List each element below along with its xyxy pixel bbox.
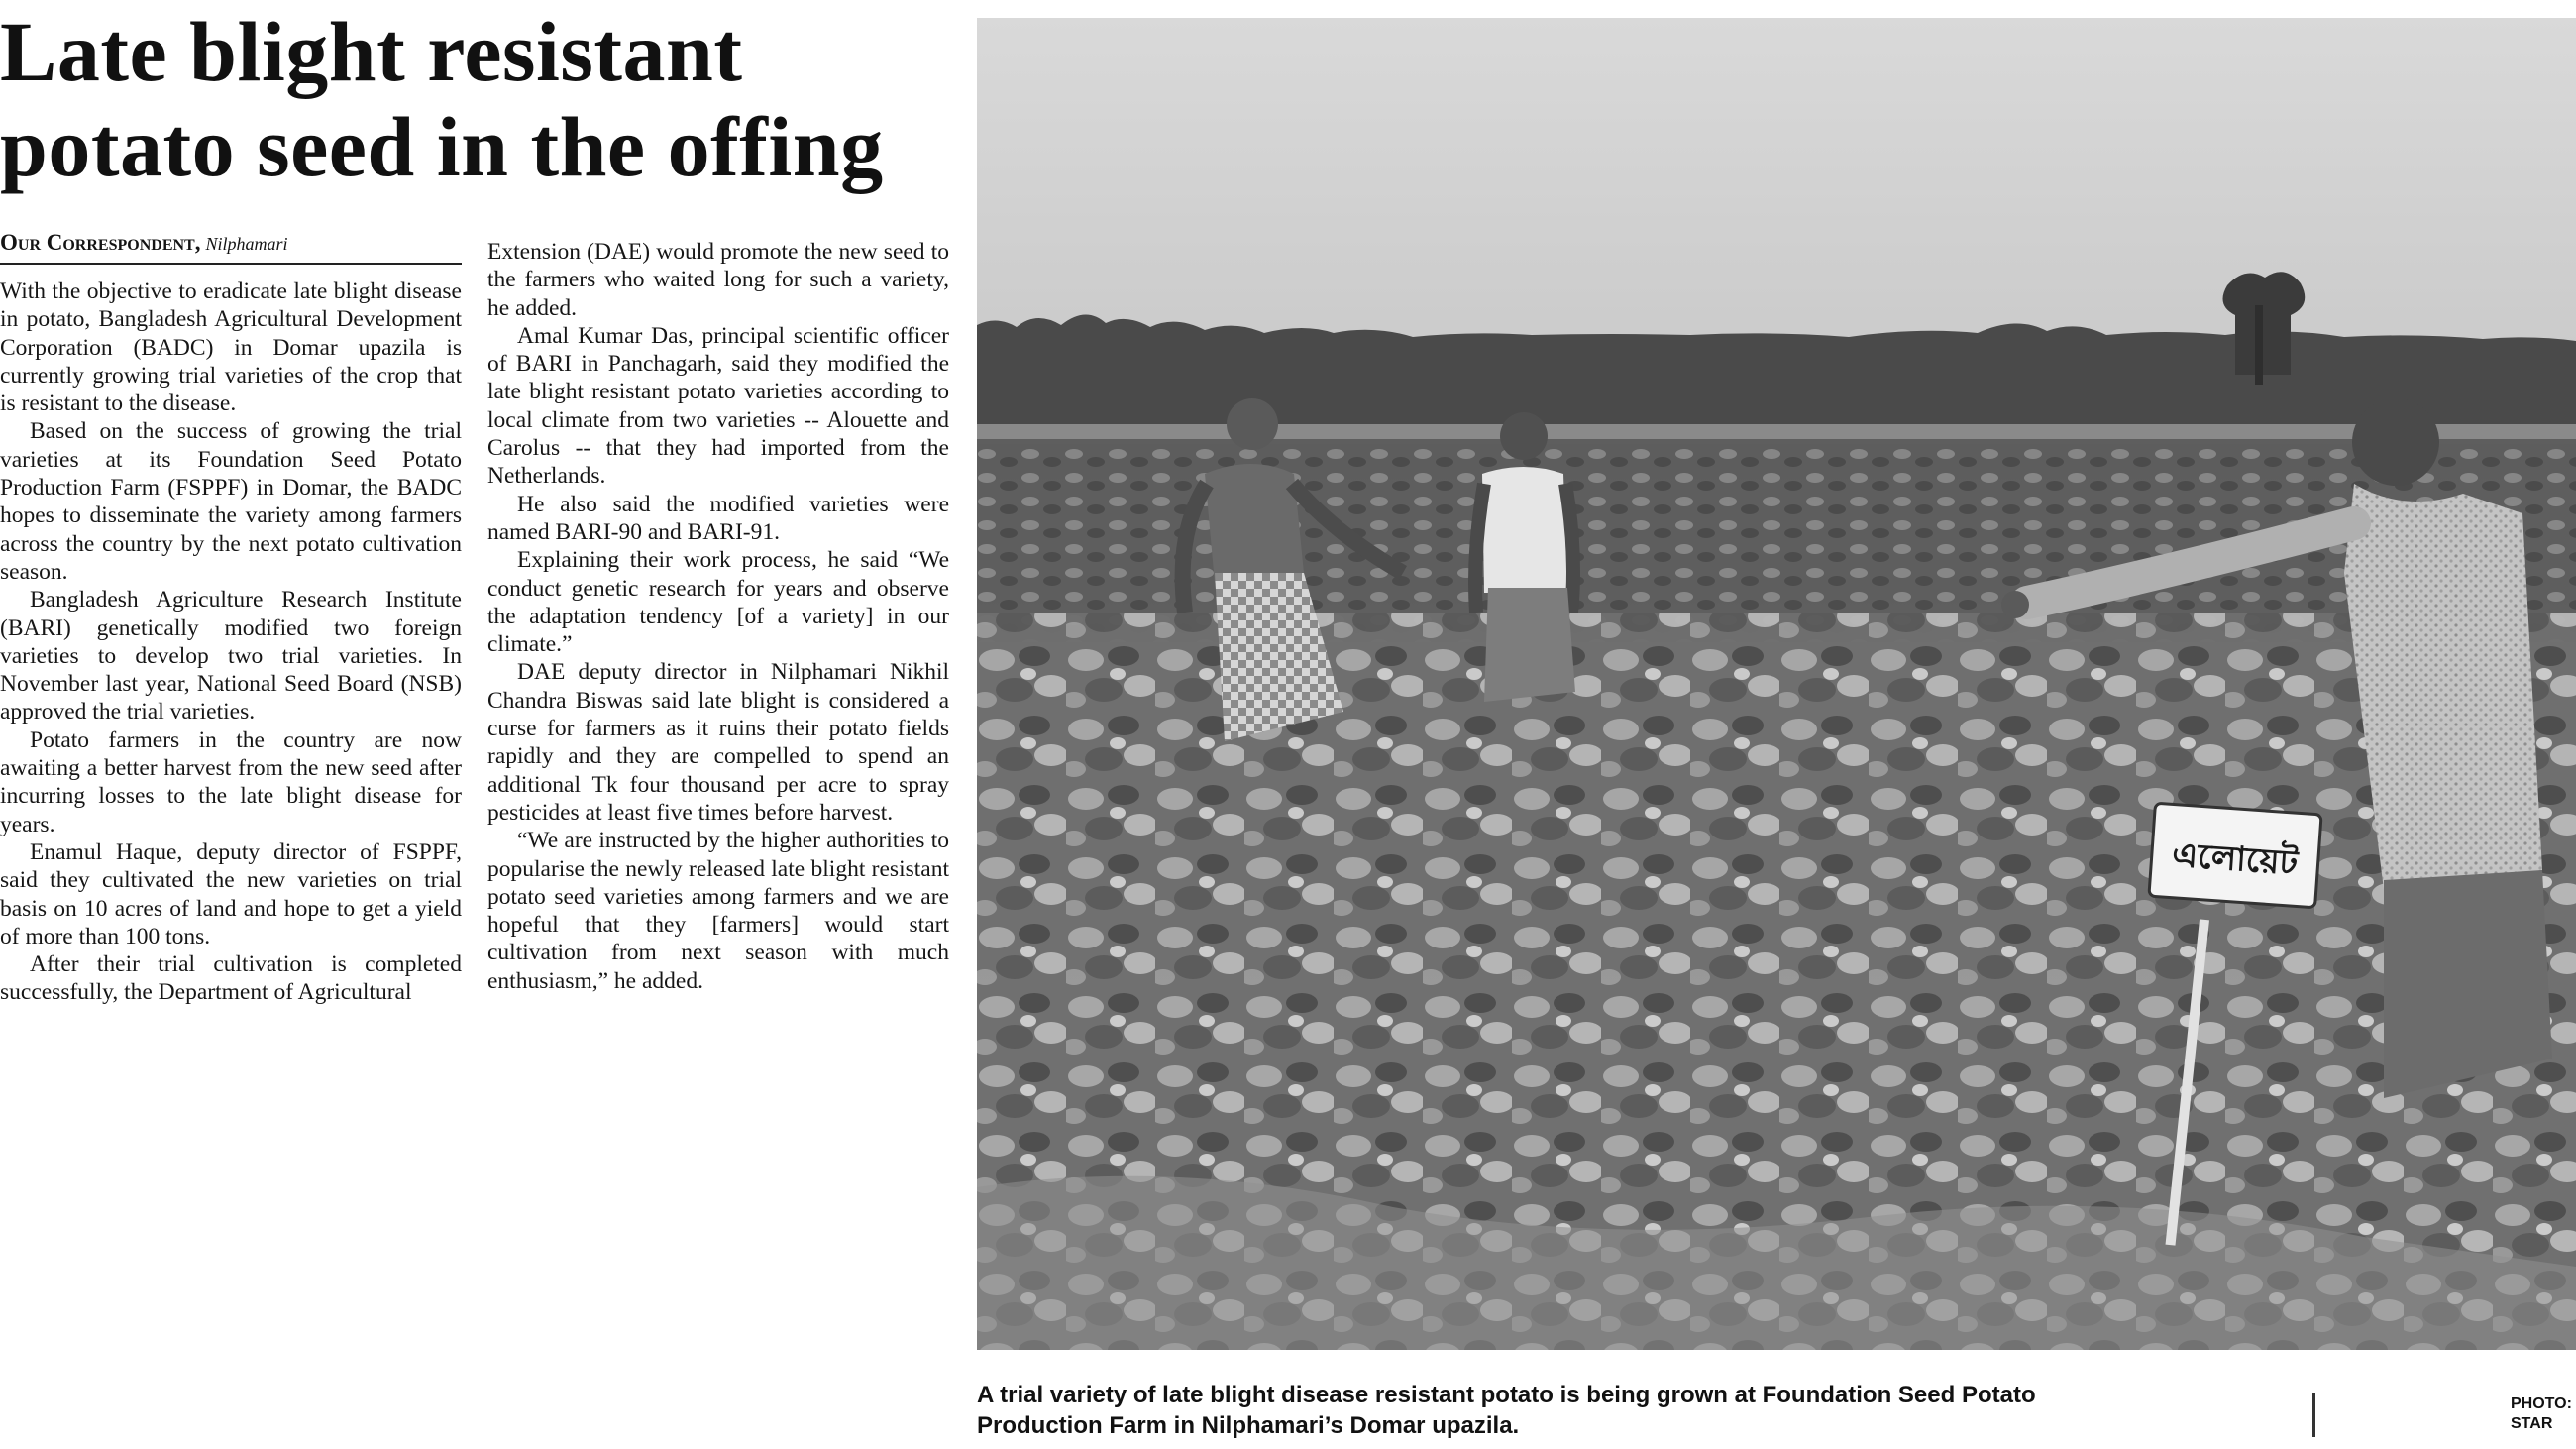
headline (0, 4, 951, 194)
sign-label: এলোয়েট (2171, 835, 2300, 884)
paragraph: Explaining their work process, he said “We conduct genetic research for years and observe the adaptation tendency [of a variety] in our climate.” (487, 547, 949, 658)
photo-caption: A trial variety of late blight disease resistant potato is being grown at Foundation Seed Potato Production Farm in Nilphamari’s Domar upazila. (977, 1382, 2036, 1439)
paragraph: Amal Kumar Das, principal scientific officer of BARI in Panchagarh, said they modified the late blight resistant potato varieties according to local climate from two varieties -- Alouette and Carolus -- that they had imported from the Netherlands. (487, 322, 949, 490)
paragraph: Bangladesh Agriculture Research Institute (BARI) genetically modified two foreign varieties to develop two trial varieties. In November last year, National Seed Board (NSB) approved the trial varieties. (0, 587, 462, 725)
paragraph: Extension (DAE) would promote the new seed to the farmers who waited long for such a variety, he added. (487, 239, 949, 321)
byline (0, 230, 462, 265)
paragraph: Enamul Haque, deputy director of FSPPF, said they cultivated the new varieties on trial basis on 10 acres of land and hope to get a yield of more than 100 tons. (0, 838, 462, 949)
paragraph: DAE deputy director in Nilphamari Nikhil Chandra Biswas said late blight is considered a curse for farmers as it ruins their potato fields rapidly and they are compelled to spend an additional Tk four thousand per acre to spray pesticides at least five times before harvest. (487, 659, 949, 826)
paragraph: Based on the success of growing the trial varieties at its Foundation Seed Potato Production Farm (FSPPF) in Domar, the BADC hopes to disseminate the variety among farmers across the country by the next potato cultivation season. (0, 418, 462, 585)
photo-credit-source: STAR (2511, 1415, 2553, 1432)
paragraph: With the objective to eradicate late blight disease in potato, Bangladesh Agricultural Development Corporation (BADC) in Domar upazila is currently growing trial varieties of the crop that is resistant to the disease. (0, 279, 462, 417)
photo-credit (2511, 1394, 2576, 1434)
paragraph: “We are instructed by the higher authorities to popularise the newly released late blight resistant potato seed varieties among farmers and we are hopeful that they [farmers] would start cultivation from next season with much enthusiasm,” he added. (487, 828, 949, 994)
headline-line-1: Late blight resistant (0, 4, 743, 99)
article-column-1 (0, 278, 462, 1007)
byline-location: Nilphamari (205, 234, 288, 254)
paragraph: He also said the modified varieties were named BARI-90 and BARI-91. (487, 491, 949, 545)
byline-author: Our Correspondent, (0, 230, 201, 255)
caption-divider (2312, 1393, 2315, 1437)
paragraph: Potato farmers in the country are now awaiting a better harvest from the new seed after incurring losses to the late blight disease for years. (0, 726, 462, 837)
article-column-2 (487, 238, 949, 995)
headline-line-2: potato seed in the offing (0, 99, 884, 194)
paragraph: After their trial cultivation is completed successfully, the Department of Agricultural (0, 951, 462, 1006)
news-photo-potato-field (977, 18, 2576, 1350)
photo-credit-label: PHOTO: (2511, 1395, 2572, 1412)
